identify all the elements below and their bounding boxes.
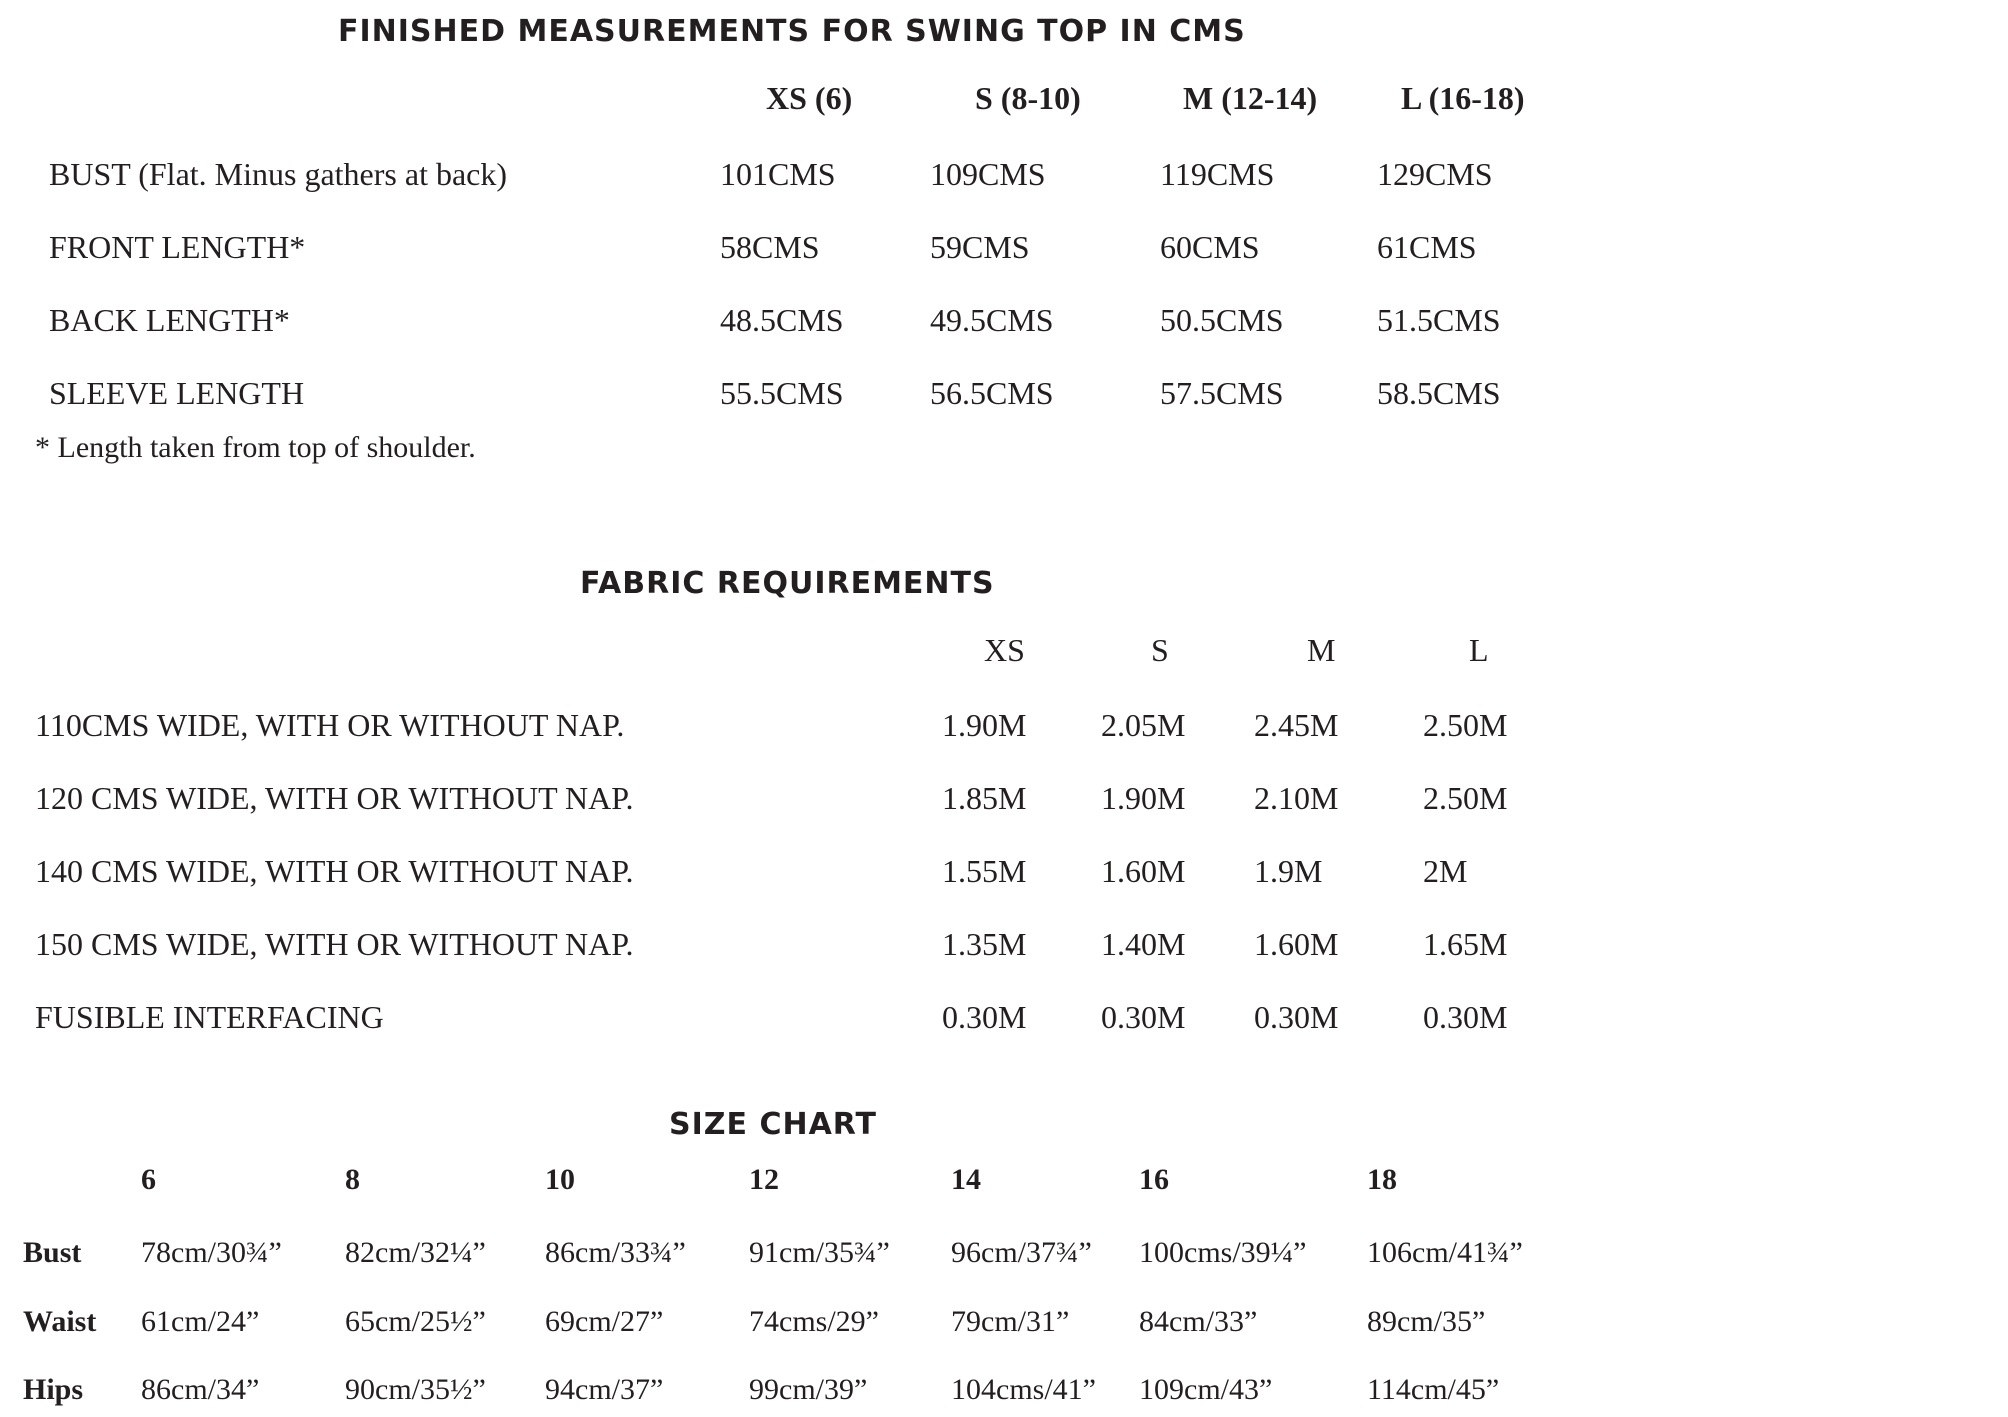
fabric-size-header-xs: XS xyxy=(984,632,1025,668)
size-chart-cell: 109cm/43” xyxy=(1139,1373,1273,1406)
finished-cell: 50.5CMS xyxy=(1160,302,1284,338)
fabric-cell: 1.35M xyxy=(942,926,1027,962)
fabric-cell: 0.30M xyxy=(1423,999,1508,1035)
finished-cell: 61CMS xyxy=(1377,229,1477,265)
size-chart-header-6: 6 xyxy=(141,1163,156,1196)
finished-cell: 58CMS xyxy=(720,229,820,265)
size-chart-cell: 61cm/24” xyxy=(141,1305,260,1338)
finished-footnote: * Length taken from top of shoulder. xyxy=(35,431,476,464)
fabric-requirements-title: FABRIC REQUIREMENTS xyxy=(580,566,995,601)
fabric-size-header-s: S xyxy=(1151,632,1169,668)
size-chart-cell: 82cm/32¼” xyxy=(345,1236,486,1269)
size-chart-cell: 114cm/45” xyxy=(1367,1373,1500,1406)
size-chart-row-label: Bust xyxy=(23,1236,82,1269)
finished-cell: 48.5CMS xyxy=(720,302,844,338)
finished-size-header-xs: XS (6) xyxy=(766,80,853,116)
size-chart-cell: 91cm/35¾” xyxy=(749,1236,890,1269)
size-chart-cell: 79cm/31” xyxy=(951,1305,1070,1338)
finished-cell: 51.5CMS xyxy=(1377,302,1501,338)
finished-cell: 58.5CMS xyxy=(1377,375,1501,411)
size-chart-cell: 90cm/35½” xyxy=(345,1373,486,1406)
size-chart-cell: 94cm/37” xyxy=(545,1373,664,1406)
fabric-cell: 2.50M xyxy=(1423,780,1508,816)
fabric-size-header-m: M xyxy=(1307,632,1336,668)
fabric-cell: 1.9M xyxy=(1254,853,1323,889)
fabric-cell: 0.30M xyxy=(1101,999,1186,1035)
fabric-cell: 1.90M xyxy=(942,707,1027,743)
fabric-cell: 2.50M xyxy=(1423,707,1508,743)
size-chart-cell: 86cm/33¾” xyxy=(545,1236,686,1269)
finished-cell: 55.5CMS xyxy=(720,375,844,411)
fabric-cell: 2.10M xyxy=(1254,780,1339,816)
fabric-row-label: 120 CMS WIDE, WITH OR WITHOUT NAP. xyxy=(35,780,634,816)
finished-cell: 56.5CMS xyxy=(930,375,1054,411)
size-chart-cell: 74cms/29” xyxy=(749,1305,879,1338)
size-chart-header-12: 12 xyxy=(749,1163,779,1196)
size-chart-cell: 104cms/41” xyxy=(951,1373,1096,1406)
size-chart-cell: 69cm/27” xyxy=(545,1305,664,1338)
fabric-cell: 1.85M xyxy=(942,780,1027,816)
fabric-row-label: 140 CMS WIDE, WITH OR WITHOUT NAP. xyxy=(35,853,634,889)
finished-cell: 49.5CMS xyxy=(930,302,1054,338)
fabric-cell: 2M xyxy=(1423,853,1468,889)
fabric-cell: 1.90M xyxy=(1101,780,1186,816)
finished-cell: 119CMS xyxy=(1160,156,1275,192)
finished-cell: 129CMS xyxy=(1377,156,1493,192)
fabric-cell: 2.05M xyxy=(1101,707,1186,743)
finished-cell: 57.5CMS xyxy=(1160,375,1284,411)
size-chart-cell: 100cms/39¼” xyxy=(1139,1236,1307,1269)
size-chart-cell: 86cm/34” xyxy=(141,1373,260,1406)
finished-cell: 60CMS xyxy=(1160,229,1260,265)
fabric-cell: 1.60M xyxy=(1254,926,1339,962)
fabric-cell: 1.40M xyxy=(1101,926,1186,962)
finished-row-label: FRONT LENGTH* xyxy=(49,229,306,265)
fabric-row-label: 150 CMS WIDE, WITH OR WITHOUT NAP. xyxy=(35,926,634,962)
fabric-cell: 2.45M xyxy=(1254,707,1339,743)
size-chart-header-10: 10 xyxy=(545,1163,575,1196)
fabric-cell: 0.30M xyxy=(1254,999,1339,1035)
fabric-cell: 1.60M xyxy=(1101,853,1186,889)
size-chart-cell: 89cm/35” xyxy=(1367,1305,1486,1338)
size-chart-title: SIZE CHART xyxy=(669,1107,878,1142)
size-chart-header-14: 14 xyxy=(951,1163,981,1196)
finished-row-label: BACK LENGTH* xyxy=(49,302,290,338)
fabric-row-label: FUSIBLE INTERFACING xyxy=(35,999,384,1035)
size-chart-cell: 96cm/37¾” xyxy=(951,1236,1092,1269)
finished-row-label: BUST (Flat. Minus gathers at back) xyxy=(49,156,508,192)
size-chart-cell: 65cm/25½” xyxy=(345,1305,486,1338)
finished-size-header-s: S (8-10) xyxy=(975,80,1081,116)
finished-measurements-title: FINISHED MEASUREMENTS FOR SWING TOP IN CMS xyxy=(338,14,1246,49)
size-chart-header-18: 18 xyxy=(1367,1163,1397,1196)
finished-size-header-l: L (16-18) xyxy=(1401,80,1525,116)
finished-cell: 101CMS xyxy=(720,156,836,192)
size-chart-header-16: 16 xyxy=(1139,1163,1169,1196)
finished-cell: 109CMS xyxy=(930,156,1046,192)
fabric-cell: 0.30M xyxy=(942,999,1027,1035)
finished-row-label: SLEEVE LENGTH xyxy=(49,375,305,411)
size-chart-cell: 106cm/41¾” xyxy=(1367,1236,1523,1269)
size-chart-cell: 84cm/33” xyxy=(1139,1305,1258,1338)
size-chart-row-label: Hips xyxy=(23,1373,84,1406)
finished-cell: 59CMS xyxy=(930,229,1030,265)
size-chart-header-8: 8 xyxy=(345,1163,360,1196)
size-chart-row-label: Waist xyxy=(23,1305,97,1338)
fabric-cell: 1.65M xyxy=(1423,926,1508,962)
finished-size-header-m: M (12-14) xyxy=(1183,80,1318,116)
fabric-size-header-l: L xyxy=(1469,632,1489,668)
size-chart-cell: 99cm/39” xyxy=(749,1373,868,1406)
fabric-row-label: 110CMS WIDE, WITH OR WITHOUT NAP. xyxy=(35,707,625,743)
fabric-cell: 1.55M xyxy=(942,853,1027,889)
size-chart-cell: 78cm/30¾” xyxy=(141,1236,282,1269)
